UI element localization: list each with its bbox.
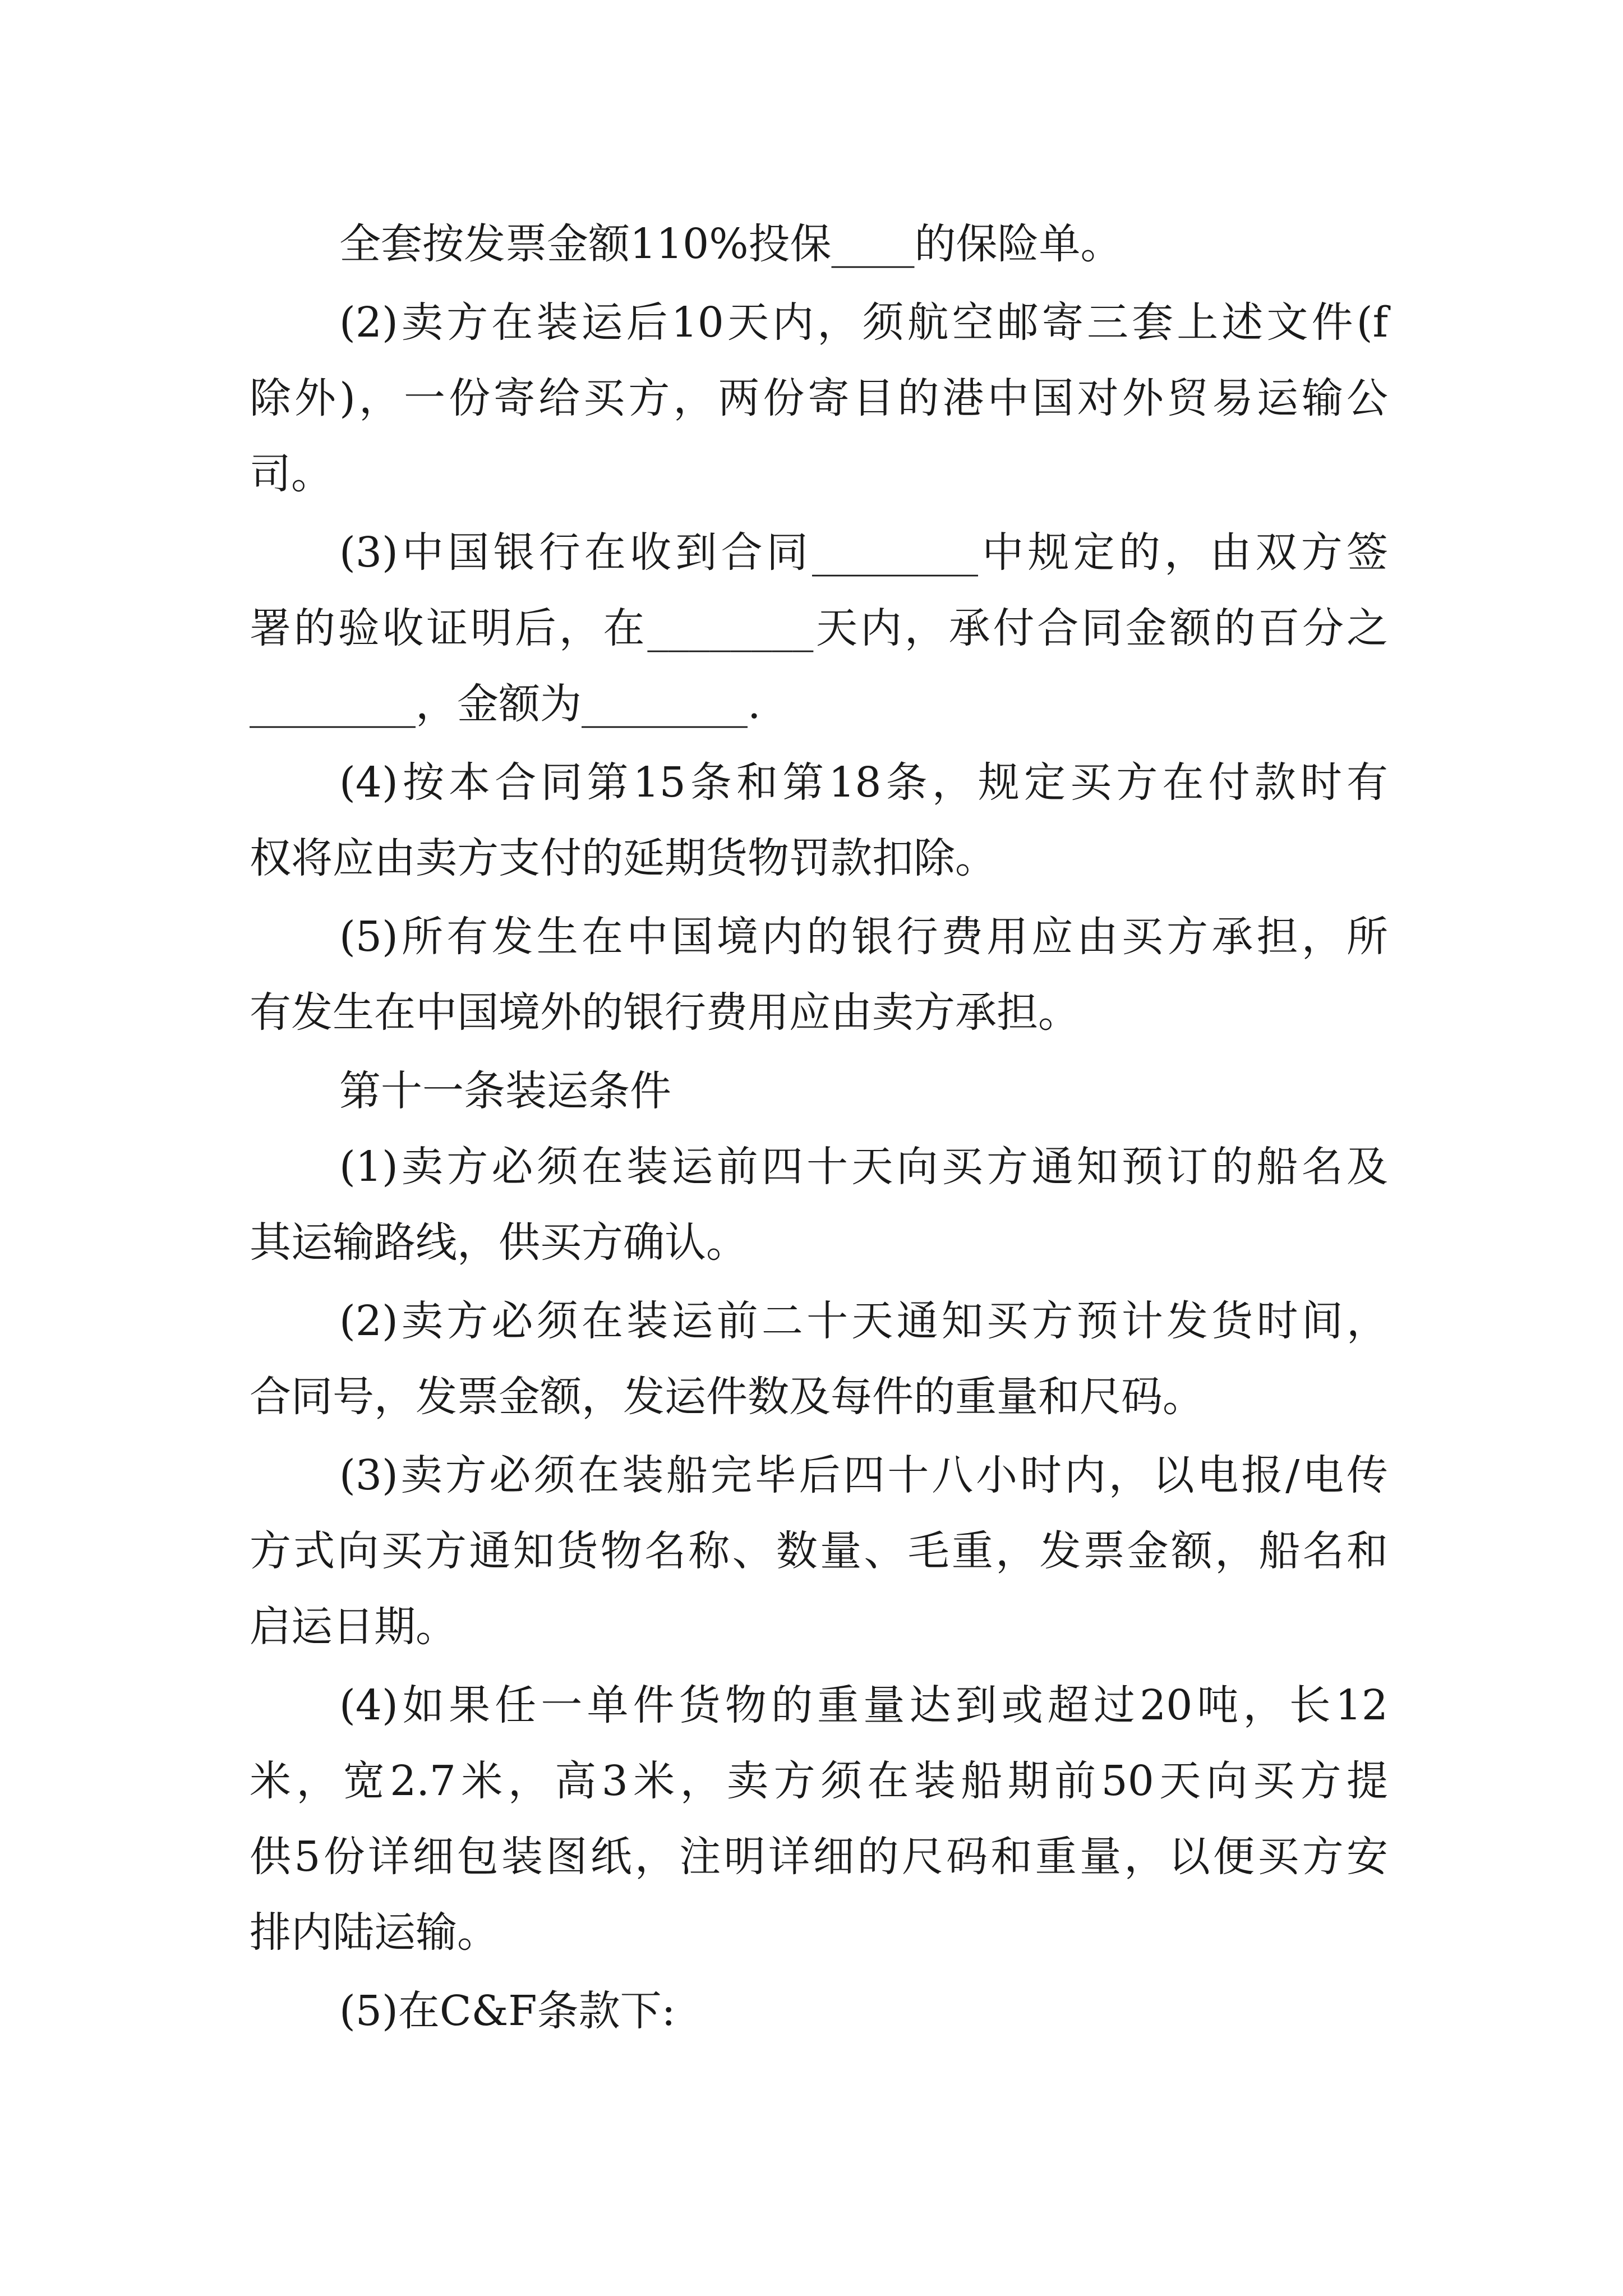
text-line: 其运输路线，供买方确认。 [250, 1218, 748, 1267]
text-line: (4)按本合同第15条和第18条，规定买方在付款时有 [339, 758, 1388, 807]
text-line: (2)卖方在装运后10天内，须航空邮寄三套上述文件(f [339, 298, 1388, 347]
text-line: 全套按发票金额110%投保____的保险单。 [339, 220, 1122, 268]
section-heading: 第十一条装运条件 [339, 1067, 671, 1115]
text-line: (3)卖方必须在装船完毕后四十八小时内，以电报/电传 [339, 1451, 1388, 1499]
text-line: (5)在C&F条款下: [339, 1987, 676, 2035]
text-line: 除外)，一份寄给买方，两份寄目的港中国对外贸易运输公 [250, 374, 1388, 422]
text-line: 署的验收证明后，在________天内，承付合同金额的百分之 [250, 604, 1388, 652]
text-line: 米，宽2.7米，高3米，卖方须在装船期前50天向买方提 [250, 1757, 1388, 1805]
text-line: 排内陆运输。 [250, 1908, 499, 1957]
text-line: (3)中国银行在收到合同________中规定的，由双方签 [339, 528, 1388, 577]
text-line: ________，金额为________. [250, 680, 761, 728]
text-line: (5)所有发生在中国境内的银行费用应由买方承担，所 [339, 913, 1388, 961]
text-line: (4)如果任一单件货物的重量达到或超过20吨，长12 [339, 1681, 1388, 1729]
text-line: 权将应由卖方支付的延期货物罚款扣除。 [250, 834, 997, 882]
text-line: 合同号，发票金额，发运件数及每件的重量和尺码。 [250, 1373, 1204, 1421]
text-line: 启运日期。 [250, 1603, 457, 1651]
text-line: 供5份详细包装图纸，注明详细的尺码和重量，以便买方安 [250, 1833, 1388, 1881]
text-line: 有发生在中国境外的银行费用应由卖方承担。 [250, 988, 1080, 1037]
text-line: 方式向买方通知货物名称、数量、毛重，发票金额，船名和 [250, 1527, 1388, 1575]
text-line: (2)卖方必须在装运前二十天通知买方预计发货时间， [339, 1297, 1388, 1345]
text-line: 司。 [250, 450, 333, 498]
text-line: (1)卖方必须在装运前四十天向买方通知预订的船名及 [339, 1143, 1388, 1191]
